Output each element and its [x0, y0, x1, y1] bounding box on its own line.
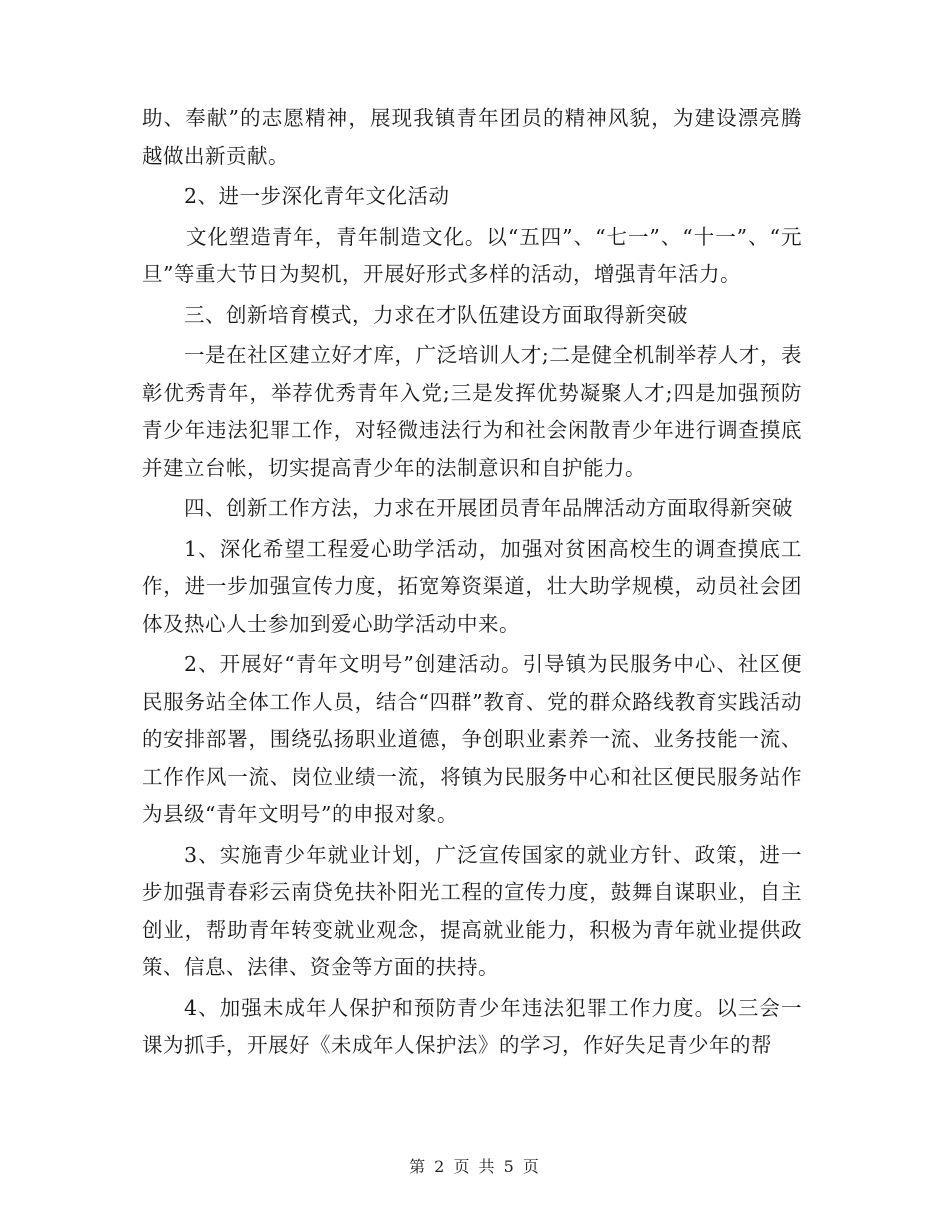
paragraph-continuation: 助、奉献”的志愿精神，展现我镇青年团员的精神风貌，为建设漂亮腾越做出新贡献。 [142, 106, 802, 168]
page-number-footer: 第 2 页 共 5 页 [409, 1157, 541, 1176]
paragraph-item-1: 1、深化希望工程爱心助学活动，加强对贫困高校生的调查摸底工作，进一步加强宣传力度，拓宽筹资渠道，壮大助学规模，动员社会团体及热心人士参加到爱心助学活动中来。 [142, 536, 802, 636]
heading-section-three: 三、创新培育模式，力求在才队伍建设方面取得新突破 [184, 302, 688, 327]
paragraph-item-2: 2、开展好“青年文明号”创建活动。引导镇为民服务中心、社区便民服务站全体工作人员，结合“四群”教育、党的群众路线教育实践活动的安排部署，围绕弘扬职业道德，争创职业素养一流、业务技能一流、工作作风一流、岗位业绩一流，将镇为民服务中心和社区便民服务站作为县级“青年文明号”的申报对象。 [142, 652, 802, 826]
heading-section-four: 四、创新工作方法，力求在开展团员青年品牌活动方面取得新突破 [184, 496, 793, 520]
paragraph-item-3: 3、实施青少年就业计划，广泛宣传国家的就业方针、政策，进一步加强青春彩云南贷免扶补阳光工程的宣传力度，鼓舞自谋职业，自主创业，帮助青年转变就业观念，提高就业能力，积极为青年就业提供政策、信息、法律、资金等方面的扶持。 [142, 842, 802, 979]
subheading-culture-activities: 2、进一步深化青年文化活动 [184, 184, 450, 208]
document-body [142, 100, 802, 1068]
paragraph-culture: 文化塑造青年，青年制造文化。以“五四”、“七一”、“十一”、“元旦”等重大节日为契机，开展好形式多样的活动，增强青年活力。 [142, 224, 802, 286]
paragraph-item-4: 4、加强未成年人保护和预防青少年违法犯罪工作力度。以三会一课为抓手，开展好《未成年人保护法》的学习，作好失足青少年的帮 [142, 995, 802, 1057]
paragraph-talent: 一是在社区建立好才库，广泛培训人才;二是健全机制举荐人才，表彰优秀青年，举荐优秀青年入党;三是发挥优势凝聚人才;四是加强预防青少年违法犯罪工作，对轻微违法行为和社会闲散青少年进行调查摸底并建立台帐，切实提高青少年的法制意识和自护能力。 [142, 343, 802, 480]
